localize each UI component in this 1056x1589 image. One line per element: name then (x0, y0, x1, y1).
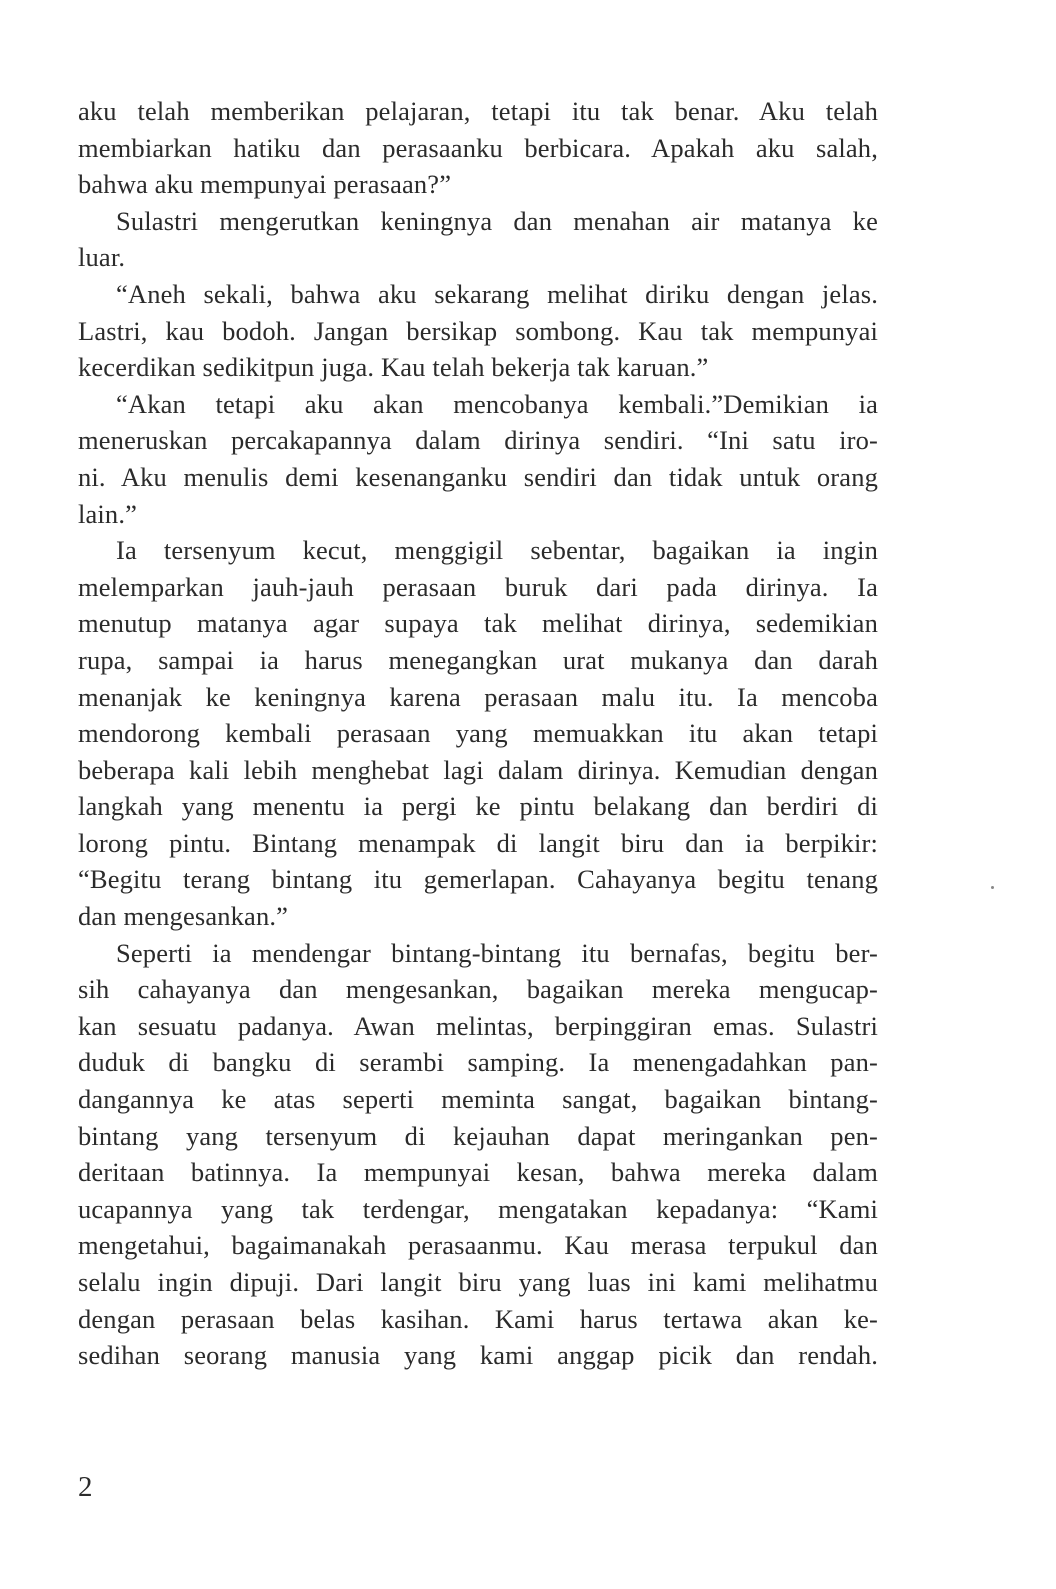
text-line: aku telah memberikan pelajaran, tetapi itu tak benar. Aku telah (78, 96, 878, 126)
text-line: ucapannya yang tak terdengar, mengatakan kepadanya: “Kami (78, 1193, 878, 1224)
text-line: beberapa kali lebih menghebat lagi dalam dirinya. Kemudian dengan (78, 754, 878, 785)
text-line: luar. (78, 242, 126, 273)
text-line: langkah yang menentu ia pergi ke pintu belakang dan berdiri di (78, 791, 878, 822)
text-line: dangannya ke atas seperti meminta sangat, bagaikan bintang- (78, 1084, 878, 1115)
text-line: meneruskan percakapannya dalam dirinya sendiri. “Ini satu iro- (78, 425, 878, 456)
text-line: “Akan tetapi aku akan mencobanya kembali.”Demikian ia (116, 388, 878, 419)
text-line: dengan perasaan belas kasihan. Kami harus tertawa akan ke- (78, 1303, 878, 1334)
text-line: mendorong kembali perasaan yang memuakkan itu akan tetapi (78, 718, 878, 749)
text-line: sedihan seorang manusia yang kami anggap picik dan rendah. (78, 1340, 878, 1371)
text-line: “Aneh sekali, bahwa aku sekarang melihat diriku dengan jelas. (116, 278, 878, 309)
text-line: membiarkan hatiku dan perasaanku berbicara. Apakah aku salah, (78, 132, 878, 163)
text-line: duduk di bangku di serambi samping. Ia menengadahkan pan- (78, 1047, 878, 1078)
text-line: bintang yang tersenyum di kejauhan dapat meringankan pen- (78, 1120, 878, 1151)
scan-speck (991, 886, 994, 889)
text-line: Lastri, kau bodoh. Jangan bersikap sombong. Kau tak mempunyai (78, 315, 878, 346)
text-line: mengetahui, bagaimanakah perasaanmu. Kau merasa terpukul dan (78, 1230, 878, 1261)
text-line: lain.” (78, 498, 138, 529)
text-line: melemparkan jauh-jauh perasaan buruk dari pada dirinya. Ia (78, 571, 878, 602)
text-line: deritaan batinnya. Ia mempunyai kesan, bahwa mereka dalam (78, 1157, 878, 1188)
body-text (78, 93, 878, 1374)
text-line: sih cahayanya dan mengesankan, bagaikan mereka mengucap- (78, 974, 878, 1005)
text-line: dan mengesankan.” (78, 901, 289, 932)
text-line: kecerdikan sedikitpun juga. Kau telah bekerja tak karuan.” (78, 352, 709, 383)
text-line: ni. Aku menulis demi kesenanganku sendiri dan tidak untuk orang (78, 461, 878, 492)
text-line: kan sesuatu padanya. Awan melintas, berpinggiran emas. Sulastri (78, 1010, 878, 1041)
text-line: menanjak ke keningnya karena perasaan malu itu. Ia mencoba (78, 681, 878, 712)
text-line: lorong pintu. Bintang menampak di langit biru dan ia berpikir: (78, 827, 878, 858)
text-line: Seperti ia mendengar bintang-bintang itu bernafas, begitu ber- (116, 937, 878, 968)
text-line: bahwa aku mempunyai perasaan?” (78, 169, 452, 200)
text-line: Ia tersenyum kecut, menggigil sebentar, bagaikan ia ingin (116, 535, 878, 566)
text-line: rupa, sampai ia harus menegangkan urat mukanya dan darah (78, 644, 878, 675)
text-line: selalu ingin dipuji. Dari langit biru yang luas ini kami melihatmu (78, 1267, 878, 1297)
text-line: “Begitu terang bintang itu gemerlapan. Cahayanya begitu tenang (78, 864, 878, 895)
page-number: 2 (78, 1471, 93, 1503)
text-line: Sulastri mengerutkan keningnya dan menahan air matanya ke (116, 205, 878, 236)
text-line: menutup matanya agar supaya tak melihat dirinya, sedemikian (78, 608, 878, 639)
